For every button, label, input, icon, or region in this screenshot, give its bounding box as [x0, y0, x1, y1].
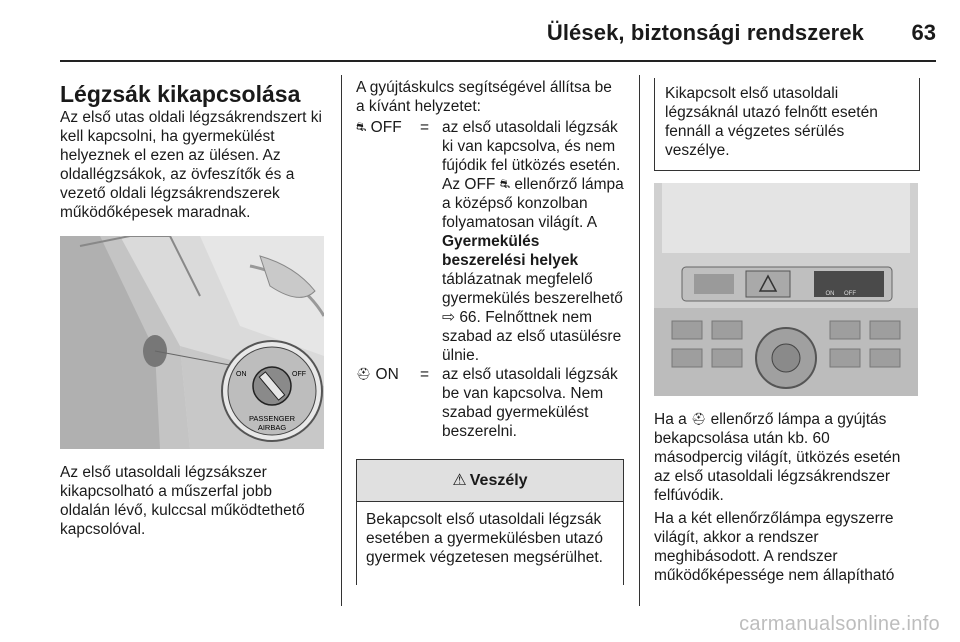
airbag-switch-photo: [60, 236, 324, 449]
page-ref-icon: ⇨: [442, 309, 455, 326]
section-heading: Légzsák kikapcsolása: [60, 81, 301, 107]
column-2: [356, 78, 624, 585]
danger-text: Bekapcsolt első utasoldali légzsák esetében a gyermekülésben utazó gyermek végzetesen megsérülhet.: [366, 511, 603, 566]
column-1: [60, 80, 324, 539]
switch-position-list: [356, 118, 624, 441]
off-desc-text: az első utasoldali légzsák ki van kapcsolva, és nem fújódik fel ütközés esetén. Az OFF: [442, 119, 621, 193]
switch-airbag-label: AIRBAG: [257, 423, 287, 432]
position-intro: A gyújtáskulcs segítségével állítsa be a kívánt helyzetet:: [356, 79, 612, 115]
danger-header: [357, 460, 623, 502]
airbag-on-icon: ⛑: [356, 367, 372, 381]
photo-caption: Az első utasoldali légzsákszer kikapcsolható a műszerfal jobb oldalán lévő, kulccsal működtethető kapcsolóval.: [60, 464, 305, 538]
on-term: ON: [375, 366, 399, 383]
indicator-text: Ha a: [654, 411, 687, 428]
danger-box: [356, 459, 624, 585]
console-on-label: ON: [825, 291, 835, 297]
off-term: OFF: [370, 119, 402, 136]
off-desc-text: táblázatnak megfelelő gyermekülés beszerelhető: [442, 271, 623, 307]
malfunction-paragraph: Ha a két ellenőrzőlámpa egyszerre világít, akkor a rendszer meghibásodott. A rendszer működőképessége nem állapítható: [654, 510, 895, 584]
equals-sign: =: [420, 366, 430, 383]
airbag-on-icon: ⛑: [691, 412, 707, 426]
off-desc-text: Felnőttnek nem szabad az első utasülésre ülnie.: [442, 309, 622, 364]
on-position-row: [356, 365, 624, 441]
child-seat-table-link: Gyermekülés beszerelési helyek: [442, 233, 579, 269]
watermark: carmanualsonline.info: [739, 613, 940, 635]
page-title: Ülések, biztonsági rendszerek: [546, 20, 864, 45]
center-console-photo: [654, 183, 918, 396]
off-position-row: [356, 118, 624, 365]
warning-triangle-icon: ⚠: [452, 472, 467, 489]
airbag-off-icon: ⛐: [499, 177, 511, 191]
danger-title: Veszély: [469, 472, 528, 489]
header-rule: [60, 60, 936, 62]
column-divider: [639, 75, 640, 606]
console-off-label: OFF: [844, 291, 856, 297]
equals-sign: =: [420, 119, 430, 136]
column-3: [654, 78, 920, 585]
switch-on-label: ON: [236, 371, 247, 378]
off-desc-text: ellenőrző lámpa a középső konzolban folyamatosan világít. A: [442, 176, 624, 231]
on-description: az első utasoldali légzsák be van kapcsolva. Nem szabad gyermekülést beszerelni.: [442, 366, 618, 440]
indicator-text: ellenőrző lámpa a gyújtás bekapcsolása után kb. 60 másodpercig világít, ütközés esetén az első utasoldali légzsákrendszer felfúvódik.: [654, 411, 901, 504]
page-number: 63: [911, 20, 936, 45]
column-divider: [341, 75, 342, 606]
switch-off-label: OFF: [292, 371, 306, 378]
airbag-off-icon: ⛐: [356, 120, 367, 134]
page-reference: 66.: [459, 309, 481, 326]
intro-paragraph: Az első utas oldali légzsákrendszert ki kell kapcsolni, ha gyermekülést helyeznek el ezen az ülésen. Az oldallégzsákok, az övfeszítők és a vezető oldali légzsákrendszerek működőképesek maradnak.: [60, 109, 322, 221]
switch-passenger-label: PASSENGER: [248, 414, 296, 423]
off-description: [442, 118, 624, 365]
warning-box: Kikapcsolt első utasoldali légzsáknál utazó felnőtt esetén fennáll a végzetes sérülés veszélye.: [654, 78, 920, 171]
indicator-paragraph: [654, 410, 920, 505]
